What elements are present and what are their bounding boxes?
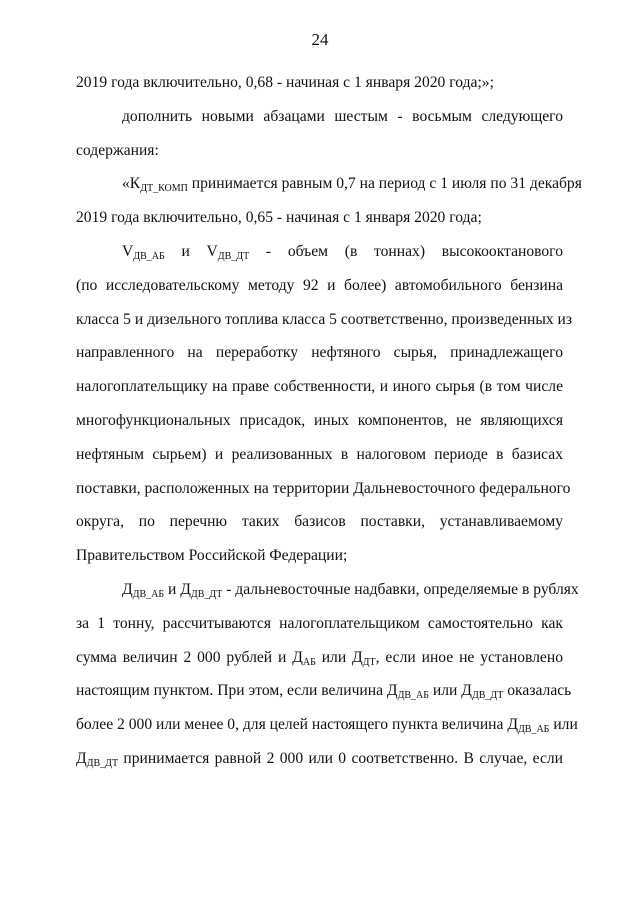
text-line-formula: $V_{ДВ\_АБ}$ и $V_{ДВ\_ДТ}$ - объем (в тоннах) высокооктанового	[122, 242, 563, 262]
text-line-formula: $Д_{ДВ\_ДТ}$ принимается равной 2 000 или 0 соответственно. В случае, если	[76, 749, 563, 769]
text-line-formula: $Д_{ДВ\_АБ}$ и $Д_{ДВ\_ДТ}$ - дальневосточные надбавки, определяемые в рублях	[122, 580, 579, 600]
text-line: Правительством Российской Федерации;	[76, 547, 348, 565]
text-line-formula: настоящим пунктом. При этом, если величина $Д_{ДВ\_АБ}$ или $Д_{ДВ\_ДТ}$ оказалась	[76, 682, 572, 702]
text-line: поставки, расположенных на территории Дальневосточного федерального	[76, 479, 571, 497]
text-line: дополнить новыми абзацами шестым - восьмым следующего	[122, 107, 563, 125]
text-line: содержания:	[76, 141, 159, 159]
document-body	[76, 66, 582, 776]
text-line-formula: более 2 000 или менее 0, для целей настоящего пункта величина $Д_{ДВ\_АБ}$ или	[76, 716, 578, 736]
text-line: за 1 тонну, рассчитываются налогоплательщиком самостоятельно как	[76, 614, 563, 632]
text-line: округа, по перечню таких базисов поставки, устанавливаемому	[76, 513, 563, 531]
text-line: класса 5 и дизельного топлива класса 5 соответственно, произведенных из	[76, 310, 573, 328]
text-line: 2019 года включительно, 0,65 - начиная с 1 января 2020 года;	[76, 209, 482, 227]
text-line: налогоплательщику на праве собственности, и иного сырья (в том числе	[76, 378, 563, 396]
text-line-formula: «$К_{ДТ\_КОМП}$ принимается равным 0,7 на период с 1 июля по 31 декабря	[122, 175, 582, 195]
text-line: 2019 года включительно, 0,68 - начиная с 1 января 2020 года;»;	[76, 74, 494, 91]
text-line: (по исследовательскому методу 92 и более) автомобильного бензина	[76, 276, 563, 294]
text-line: многофункциональных присадок, иных компонентов, не являющихся	[76, 411, 563, 429]
text-line-formula: сумма величин 2 000 рублей и $Д_{АБ}$ или $Д_{ДТ}$, если иное не установлено	[76, 648, 563, 668]
text-line: направленного на переработку нефтяного сырья, принадлежащего	[76, 344, 563, 362]
text-line: нефтяным сырьем) и реализованных в налоговом периоде в базисах	[76, 445, 563, 463]
page-number: 24	[311, 30, 329, 49]
